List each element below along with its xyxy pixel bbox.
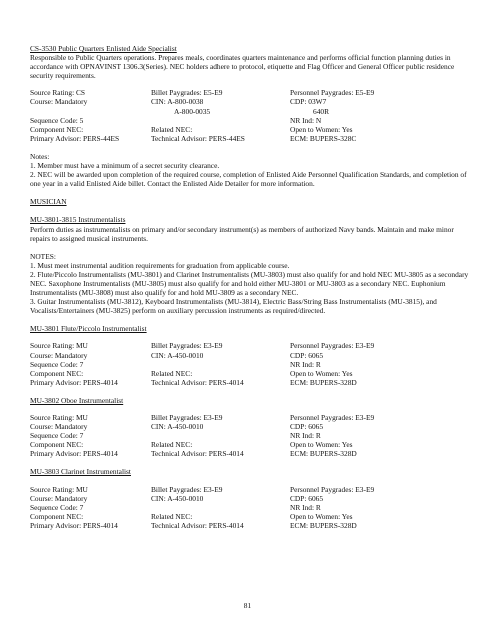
- detail-cell: Billet Paygrades: E3-E9: [151, 341, 223, 351]
- detail-cell: NR Ind: R: [290, 502, 321, 512]
- entry-title-mu3801: MU-3801 Flute/Piccolo Instrumentalist: [30, 324, 147, 334]
- detail-cell: Open to Women: Yes: [290, 124, 353, 134]
- note-item: 1. Must meet instrumental audition requirements for graduation from applicable course.: [30, 260, 290, 270]
- detail-cell: CIN: A-450-0010: [151, 422, 204, 432]
- detail-cell: 640R: [313, 106, 330, 116]
- detail-cell: Sequence Code: 5: [30, 115, 84, 125]
- detail-cell: Technical Advisor: PERS-4014: [151, 449, 244, 459]
- detail-cell: Course: Mandatory: [30, 350, 88, 360]
- detail-cell: [30, 107, 151, 116]
- detail-cell: [151, 116, 290, 125]
- detail-cell: Related NEC:: [151, 511, 193, 521]
- detail-cell: CDP: 03W7: [290, 97, 327, 107]
- detail-cell: ECM: BUPERS-328D: [290, 449, 357, 459]
- detail-cell: Component NEC:: [30, 124, 84, 134]
- detail-cell: Technical Advisor: PERS-4014: [151, 377, 244, 387]
- detail-cell: Personnel Paygrades: E5-E9: [290, 88, 375, 98]
- detail-cell: ECM: BUPERS-328C: [290, 133, 357, 143]
- nec-details-mu3803: [30, 485, 472, 530]
- document-page: [30, 44, 472, 530]
- detail-cell: Primary Advisor: PERS-4014: [30, 377, 118, 387]
- detail-cell: Course: Mandatory: [30, 493, 88, 503]
- note-item: 3. Guitar Instrumentalists (MU-3812), Keyboard Instrumentalists (MU-3814), Electric Bass/String Bass Instrumentalists (MU-3815), and Vocalists/Entertainers (MU-3825) perform on auxiliary percussion instruments as required/directed.: [30, 297, 437, 316]
- section-description-cs3530: Responsible to Public Quarters operations. Prepares meals, coordinates quarters maintenance and performs official function planning duties in accordance with OPNAVINST 1306.3(Series). NEC holders adhere to protocol, etiquette and Flag Officer and General Officer public residence security requirements.: [30, 53, 455, 81]
- detail-cell: Personnel Paygrades: E3-E9: [290, 484, 375, 494]
- category-heading: MUSICIAN: [30, 197, 67, 207]
- notes-heading: NOTES:: [30, 251, 56, 261]
- detail-cell: Technical Advisor: PERS-4014: [151, 520, 244, 530]
- detail-cell: [151, 431, 290, 440]
- detail-cell: CIN: A-450-0010: [151, 350, 204, 360]
- detail-cell: Open to Women: Yes: [290, 440, 353, 450]
- nec-details-cs3530: [30, 88, 472, 143]
- detail-cell: Source Rating: MU: [30, 484, 88, 494]
- detail-cell: Sequence Code: 7: [30, 502, 84, 512]
- detail-cell: Source Rating: CS: [30, 88, 86, 98]
- detail-cell: Related NEC:: [151, 124, 193, 134]
- detail-cell: Source Rating: MU: [30, 413, 88, 422]
- nec-details-mu3801: [30, 341, 472, 386]
- detail-cell: CDP: 6065: [290, 350, 324, 360]
- section-title-cs3530: CS-3530 Public Quarters Enlisted Aide Specialist: [30, 44, 177, 53]
- detail-cell: Source Rating: MU: [30, 341, 88, 351]
- detail-cell: Primary Advisor: PERS-44ES: [30, 133, 120, 143]
- detail-cell: CDP: 6065: [290, 422, 324, 432]
- nec-details-mu3802: [30, 413, 472, 458]
- section-description-instrumentalists: Perform duties as instrumentalists on primary and/or secondary instrument(s) as members of authorized Navy bands. Maintain and make minor repairs to assigned musical instruments.: [30, 224, 454, 243]
- note-item: 1. Member must have a minimum of a secret security clearance.: [30, 161, 220, 171]
- entry-title-mu3802: MU-3802 Oboe Instrumentalist: [30, 395, 124, 405]
- notes-heading: Notes:: [30, 151, 50, 161]
- detail-cell: CDP: 6065: [290, 493, 324, 503]
- detail-cell: Personnel Paygrades: E3-E9: [290, 341, 375, 351]
- detail-cell: Component NEC:: [30, 511, 84, 521]
- detail-cell: Related NEC:: [151, 368, 193, 378]
- detail-cell: CIN: A-800-0038: [151, 97, 204, 107]
- detail-cell: NR Ind: R: [290, 359, 321, 369]
- detail-cell: Component NEC:: [30, 440, 84, 450]
- detail-cell: NR Ind: R: [290, 431, 321, 441]
- detail-cell: Sequence Code: 7: [30, 359, 84, 369]
- detail-cell: Personnel Paygrades: E3-E9: [290, 413, 375, 422]
- detail-cell: NR Ind: N: [290, 115, 322, 125]
- note-item: 2. NEC will be awarded upon completion of the required course, completion of Enlisted Aide Personnel Qualification Standards, and completion of one year in a valid Enlisted Aide billet. Contact the Enlisted Aide Detailer for more information.: [30, 170, 467, 189]
- section-title-instrumentalists: MU-3801-3815 Instrumentalists: [30, 215, 126, 225]
- detail-cell: Primary Advisor: PERS-4014: [30, 449, 118, 459]
- entry-title-mu3803: MU-3803 Clarinet Instrumentalist: [30, 467, 131, 477]
- detail-cell: Billet Paygrades: E3-E9: [151, 484, 223, 494]
- detail-cell: ECM: BUPERS-328D: [290, 377, 357, 387]
- detail-cell: Billet Paygrades: E3-E9: [151, 413, 223, 422]
- detail-cell: CIN: A-450-0010: [151, 493, 204, 503]
- detail-cell: A-800-0035: [174, 106, 211, 116]
- detail-cell: Open to Women: Yes: [290, 368, 353, 378]
- note-item: 2. Flute/Piccolo Instrumentalists (MU-3801) and Clarinet Instrumentalists (MU-3803) must also qualify for and hold NEC MU-3805 as a secondary NEC. Saxophone Instrumentalists (MU-3805) must also qualify for and hold either MU-3801 or MU-3803 as a secondary NEC. Euphonium Instrumentalists (MU-3808) must also qualify for and hold MU-3809 as a secondary NEC.: [30, 269, 469, 298]
- detail-cell: Technical Advisor: PERS-44ES: [151, 133, 245, 143]
- detail-cell: [151, 360, 290, 369]
- detail-cell: ECM: BUPERS-328D: [290, 520, 357, 530]
- detail-cell: Course: Mandatory: [30, 97, 88, 107]
- page-number: 81: [243, 601, 252, 610]
- detail-cell: Course: Mandatory: [30, 422, 88, 432]
- detail-cell: Primary Advisor: PERS-4014: [30, 520, 118, 530]
- detail-cell: Open to Women: Yes: [290, 511, 353, 521]
- detail-cell: Sequence Code: 7: [30, 431, 84, 441]
- detail-cell: Related NEC:: [151, 440, 193, 450]
- detail-cell: Component NEC:: [30, 368, 84, 378]
- detail-cell: [151, 503, 290, 512]
- detail-cell: Billet Paygrades: E5-E9: [151, 88, 223, 98]
